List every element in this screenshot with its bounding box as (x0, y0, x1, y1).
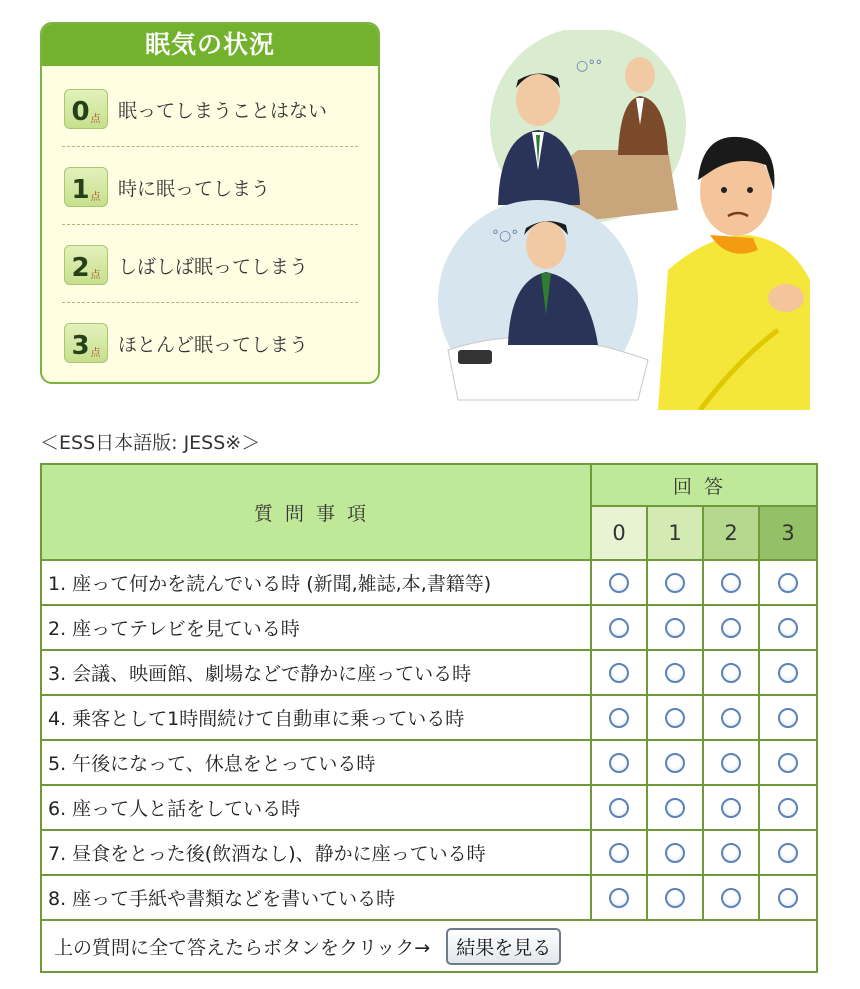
score-header-0: 0 (591, 506, 647, 560)
question-row-6 (41, 785, 817, 830)
radio-q5-score-0[interactable] (609, 753, 629, 773)
radio-q2-score-3[interactable] (778, 618, 798, 638)
scale-caption: ＜ESS日本語版: JESS※＞ (40, 432, 261, 454)
questionnaire-table (40, 463, 818, 973)
radio-q1-score-3[interactable] (778, 573, 798, 593)
radio-q4-score-3[interactable] (778, 708, 798, 728)
answer-column-header: 回答 (591, 464, 817, 506)
radio-q3-score-2[interactable] (721, 663, 741, 683)
radio-q6-score-0[interactable] (609, 798, 629, 818)
question-text: 1. 座って何かを読んでいる時 (新聞,雑誌,本,書籍等) (41, 560, 591, 605)
question-text: 4. 乗客として1時間続けて自動車に乗っている時 (41, 695, 591, 740)
question-text: 6. 座って人と話をしている時 (41, 785, 591, 830)
submit-row (41, 920, 817, 972)
radio-q5-score-1[interactable] (665, 753, 685, 773)
question-text: 7. 昼食をとった後(飲酒なし)、静かに座っている時 (41, 830, 591, 875)
sleepy-people-illustration (428, 30, 828, 410)
legend-item-label: ほとんど眠ってしまう (118, 333, 309, 356)
score-badge: 0 点 (64, 89, 108, 129)
radio-q1-score-0[interactable] (609, 573, 629, 593)
legend-title: 眠気の状況 (42, 24, 378, 66)
sleepiness-legend (40, 22, 380, 384)
question-text: 2. 座ってテレビを見ている時 (41, 605, 591, 650)
radio-q4-score-1[interactable] (665, 708, 685, 728)
radio-q7-score-0[interactable] (609, 843, 629, 863)
radio-q7-score-3[interactable] (778, 843, 798, 863)
legend-item-label: 眠ってしまうことはない (118, 99, 328, 122)
legend-item-label: 時に眠ってしまう (118, 177, 271, 200)
svg-text:○°°: ○°° (576, 58, 603, 74)
legend-item-3 (42, 304, 378, 382)
radio-q3-score-3[interactable] (778, 663, 798, 683)
radio-q8-score-3[interactable] (778, 888, 798, 908)
radio-q3-score-0[interactable] (609, 663, 629, 683)
score-badge: 2 点 (64, 245, 108, 285)
question-row-7 (41, 830, 817, 875)
radio-q6-score-2[interactable] (721, 798, 741, 818)
radio-q8-score-0[interactable] (609, 888, 629, 908)
radio-q3-score-1[interactable] (665, 663, 685, 683)
question-text: 8. 座って手紙や書類などを書いている時 (41, 875, 591, 920)
radio-q5-score-3[interactable] (778, 753, 798, 773)
legend-item-2 (42, 226, 378, 304)
show-result-button[interactable]: 結果を見る (446, 928, 561, 965)
score-header-1: 1 (647, 506, 703, 560)
radio-q6-score-3[interactable] (778, 798, 798, 818)
radio-q4-score-0[interactable] (609, 708, 629, 728)
question-row-1 (41, 560, 817, 605)
radio-q6-score-1[interactable] (665, 798, 685, 818)
question-row-2 (41, 605, 817, 650)
svg-text:°○°: °○° (492, 228, 519, 244)
radio-q5-score-2[interactable] (721, 753, 741, 773)
legend-item-1 (42, 148, 378, 226)
radio-q2-score-2[interactable] (721, 618, 741, 638)
radio-q1-score-1[interactable] (665, 573, 685, 593)
radio-q7-score-1[interactable] (665, 843, 685, 863)
question-row-5 (41, 740, 817, 785)
radio-q8-score-2[interactable] (721, 888, 741, 908)
radio-q8-score-1[interactable] (665, 888, 685, 908)
radio-q1-score-2[interactable] (721, 573, 741, 593)
legend-item-0 (42, 70, 378, 148)
question-text: 5. 午後になって、休息をとっている時 (41, 740, 591, 785)
question-text: 3. 会議、映画館、劇場などで静かに座っている時 (41, 650, 591, 695)
question-row-4 (41, 695, 817, 740)
score-badge: 1 点 (64, 167, 108, 207)
submit-instruction: 上の質問に全て答えたらボタンをクリック→ (54, 936, 431, 959)
radio-q2-score-0[interactable] (609, 618, 629, 638)
legend-item-label: しばしば眠ってしまう (118, 255, 309, 278)
radio-q2-score-1[interactable] (665, 618, 685, 638)
score-header-3: 3 (759, 506, 817, 560)
question-row-8 (41, 875, 817, 920)
score-badge: 3 点 (64, 323, 108, 363)
radio-q7-score-2[interactable] (721, 843, 741, 863)
radio-q4-score-2[interactable] (721, 708, 741, 728)
question-row-3 (41, 650, 817, 695)
question-column-header: 質問事項 (41, 464, 591, 560)
score-header-2: 2 (703, 506, 759, 560)
